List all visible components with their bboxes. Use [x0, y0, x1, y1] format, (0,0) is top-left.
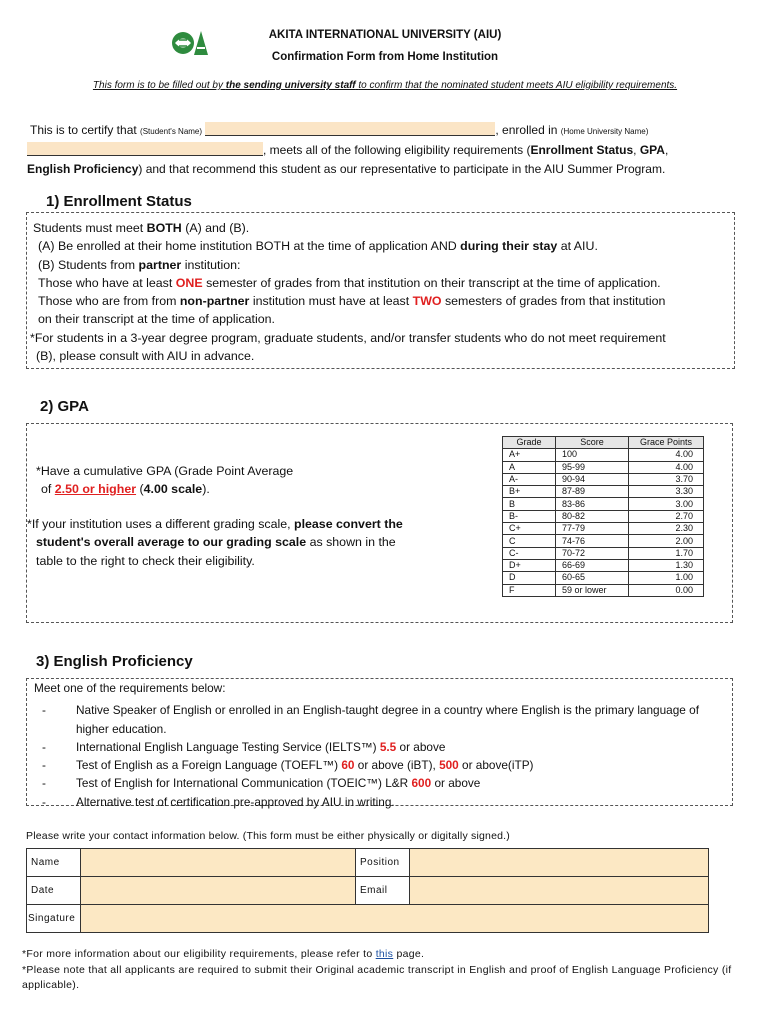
position-field[interactable] — [410, 849, 709, 877]
grade-row — [503, 584, 704, 596]
score-cell: 77-79 — [556, 523, 629, 535]
certify-paragraph: This is to certify that (Student's Name) , enrolled in (Home University Name) , meets all of the following eligibility requirements (Enrollment Status, GPA, English Proficiency) and that recommend this student as our representative to participate in the AIU Summer Program. — [27, 123, 669, 176]
grade-cell: D+ — [503, 559, 556, 571]
grade-cell: B — [503, 498, 556, 510]
footer-note-info: *For more information about our eligibility requirements, please refer to this page. — [22, 948, 425, 960]
grade-points-cell: 1.70 — [629, 547, 704, 559]
name-field[interactable] — [81, 849, 356, 877]
gpa-conversion-note: *If your institution uses a different grading scale, please convert the student's overall average to our grading scale as shown in the table to the right to check their eligibility. — [27, 517, 403, 568]
gpa-requirement: *Have a cumulative GPA (Grade Point Average of 2.50 or higher (4.00 scale). — [36, 464, 294, 497]
english-content: Meet one of the requirements below: - Native Speaker of English or enrolled in an English-taught degree in a country where English is the primary language of higher education. - International English Language Testing Service (IELTS™) 5.5 or above - Test of English as a Foreign Language (TOEFL™) 60 or above (iBT), 500 or above(iTP) - Test of English for International Communication (TOEIC™) L&R 600 or above - Alternative test of certification pre-approved by AIU in writing. — [34, 679, 724, 811]
student-name-field[interactable] — [205, 122, 495, 136]
score-cell: 66-69 — [556, 559, 629, 571]
grade-row — [503, 510, 704, 522]
grade-cell: C- — [503, 547, 556, 559]
grade-cell: A+ — [503, 449, 556, 461]
grade-row — [503, 547, 704, 559]
grade-row — [503, 473, 704, 485]
score-cell: 100 — [556, 449, 629, 461]
score-cell: 74-76 — [556, 535, 629, 547]
grade-row — [503, 559, 704, 571]
grade-header: Grade — [503, 437, 556, 449]
score-header: Score — [556, 437, 629, 449]
university-name: AKITA INTERNATIONAL UNIVERSITY (AIU) — [268, 29, 502, 41]
grade-row — [503, 535, 704, 547]
grade-points-cell: 1.00 — [629, 572, 704, 584]
grade-points-cell: 0.00 — [629, 584, 704, 596]
grade-points-cell: 2.70 — [629, 510, 704, 522]
date-label: Date — [27, 877, 81, 905]
eligibility-link[interactable]: this — [375, 948, 394, 960]
grade-row — [503, 486, 704, 498]
grade-points-cell: 2.30 — [629, 523, 704, 535]
enrollment-content: Students must meet BOTH (A) and (B). (A) Be enrolled at their home institution BOTH at the time of application AND during their stay at AIU. (B) Students from partner institution: Those who have at least ONE semester of grades from that institution on their transcript at the time of application. Those who are from from non-partner institution must have at least TWO semesters of grades from that institution on their transcript at the time of application. *For students in a 3-year degree program, graduate students, and/or transfer students who do not meet requirement (B), please consult with AIU in advance. — [30, 221, 666, 364]
grade-points-cell: 3.00 — [629, 498, 704, 510]
grade-cell: D — [503, 572, 556, 584]
score-cell: 59 or lower — [556, 584, 629, 596]
grade-row — [503, 572, 704, 584]
footer-notes — [22, 947, 742, 994]
email-field[interactable] — [410, 877, 709, 905]
grade-cell: B+ — [503, 486, 556, 498]
contact-table — [26, 848, 709, 933]
section-enrollment-heading: 1) Enrollment Status — [46, 193, 192, 210]
section-english-heading: 3) English Proficiency — [36, 653, 193, 670]
grade-table — [502, 436, 704, 597]
score-cell: 60-65 — [556, 572, 629, 584]
grade-cell: B- — [503, 510, 556, 522]
score-cell: 80-82 — [556, 510, 629, 522]
form-title: Confirmation Form from Home Institution — [271, 51, 499, 63]
english-item: - Test of English as a Foreign Language (TOEFL™) 60 or above (iBT), 500 or above(iTP) — [42, 758, 534, 773]
score-cell: 70-72 — [556, 547, 629, 559]
home-university-field[interactable] — [27, 142, 263, 156]
footer-note-transcript: *Please note that all applicants are required to submit their Original academic transcript in English and proof of English Language Proficiency (if applicable). — [22, 963, 732, 991]
score-cell: 95-99 — [556, 461, 629, 473]
grade-row — [503, 449, 704, 461]
grade-cell: C+ — [503, 523, 556, 535]
grade-points-cell: 3.70 — [629, 473, 704, 485]
grade-cell: C — [503, 535, 556, 547]
contact-intro: Please write your contact information below. (This form must be either physically or digitally signed.) — [26, 830, 510, 842]
name-label: Name — [27, 849, 81, 877]
english-item: - International English Language Testing Service (IELTS™) 5.5 or above — [42, 739, 446, 754]
score-cell: 83-86 — [556, 498, 629, 510]
date-field[interactable] — [81, 877, 356, 905]
signature-field[interactable] — [81, 905, 709, 933]
english-item: - Alternative test of certification pre-approved by AIU in writing. — [42, 794, 395, 809]
grade-row — [503, 523, 704, 535]
english-item: - Test of English for International Communication (TOEIC™) L&R 600 or above — [42, 776, 481, 791]
grade-row — [503, 498, 704, 510]
email-label: Email — [356, 877, 410, 905]
grade-row — [503, 461, 704, 473]
grade-cell: A- — [503, 473, 556, 485]
grade-cell: A — [503, 461, 556, 473]
grade-points-cell: 1.30 — [629, 559, 704, 571]
grade-points-cell: 2.00 — [629, 535, 704, 547]
section-gpa-heading: 2) GPA — [40, 398, 89, 415]
signature-label: Singature — [27, 905, 81, 933]
score-cell: 90-94 — [556, 473, 629, 485]
position-label: Position — [356, 849, 410, 877]
form-instruction: This form is to be filled out by the sending university staff to confirm that the nominated student meets AIU eligibility requirements. — [92, 80, 678, 91]
grade-points-cell: 3.30 — [629, 486, 704, 498]
grade-cell: F — [503, 584, 556, 596]
grade-points-cell: 4.00 — [629, 449, 704, 461]
grade-points-cell: 4.00 — [629, 461, 704, 473]
score-cell: 87-89 — [556, 486, 629, 498]
english-item: - Native Speaker of English or enrolled in an English-taught degree in a country where English is the primary language of higher education. — [42, 703, 699, 736]
grade-points-header: Grace Points — [629, 437, 704, 449]
